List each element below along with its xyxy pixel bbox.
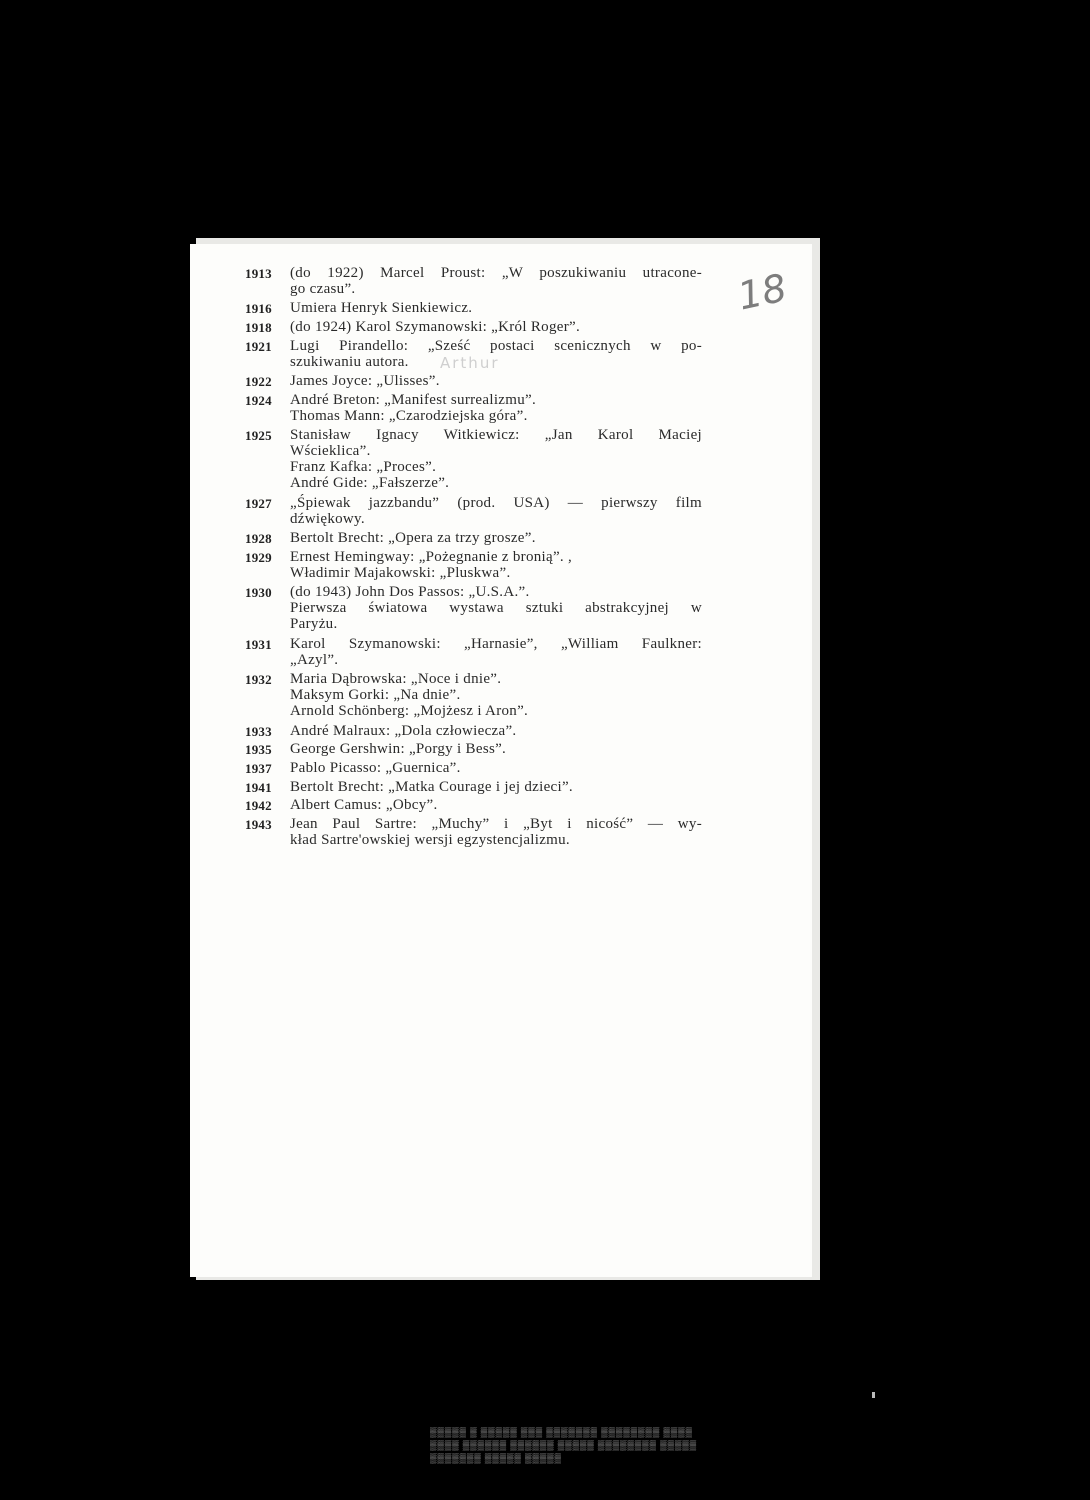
entry-line: (do 1922) Marcel Proust: „W poszukiwaniu utracone- [290,265,702,281]
entry-line: James Joyce: „Ulisses”. [290,372,440,389]
entry-text [290,300,702,316]
entry-text [290,741,702,757]
entry-year: 1935 [245,742,272,758]
entry-line: Bertolt Brecht: „Opera za trzy grosze”. [290,530,536,547]
entry-text [290,427,702,491]
entry-line: Jean Paul Sartre: „Muchy” i „Byt i nicość” — wy- [290,816,702,833]
entry-text [290,319,702,335]
entry-text [290,760,702,776]
entry-year: 1921 [245,338,272,354]
entry-line: „Śpiewak jazzbandu” (prod. USA) — pierwszy film [290,494,702,511]
entry-line: Władimir Majakowski: „Pluskwa”. [290,564,511,581]
entry-line: Wścieklica”. [290,442,371,459]
entry-year: 1941 [245,779,272,795]
entry-year: 1930 [245,585,272,600]
entry-year: 1942 [245,798,272,814]
entry-year: 1922 [245,373,272,389]
handwritten-page-number: 18 [733,265,791,319]
entry-year: 1916 [245,301,272,317]
entry-year: 1943 [245,817,272,833]
entry-line: Umiera Henryk Sienkiewicz. [290,300,473,317]
entry-line: André Gide: „Fałszerze”. [290,474,450,491]
entry-line: Stanisław Ignacy Witkiewicz: „Jan Karol Maciej [290,426,702,443]
entry-year: 1931 [245,636,272,652]
entry-line: Arnold Schönberg: „Mojżesz i Aron”. [290,702,529,719]
entry-text [290,636,702,668]
entry-line: (do 1924) Karol Szymanowski: „Król Roger”. [290,318,581,335]
entry-line: Maria Dąbrowska: „Noce i dnie”. [290,670,502,687]
entry-text [290,495,702,527]
entry-line: George Gershwin: „Porgy i Bess”. [290,741,507,758]
entry-line: (do 1943) John Dos Passos: „U.S.A.”. [290,584,530,600]
entry-line: Ernest Hemingway: „Pożegnanie z bronią”. , [290,548,573,565]
entry-line: Franz Kafka: „Proces”. [290,458,437,475]
entry-line: Pablo Picasso: „Guernica”. [290,760,461,776]
entry-text [290,373,702,389]
handwritten-pencil-note: Arthur [440,354,500,372]
faded-bleedthrough-text: ▒▒▒▒▒ ▒ ▒▒▒▒▒ ▒▒▒ ▒▒▒▒▒▒▒ ▒▒▒▒▒▒▒▒ ▒▒▒▒ ▒▒▒▒ ▒▒▒▒▒▒ ▒▒▒▒▒▒ ▒▒▒▒▒ ▒▒▒▒▒▒▒▒ ▒▒▒▒▒ ▒▒▒▒▒▒▒ ▒▒▒▒▒ ▒▒▒▒▒ [430,1427,698,1463]
entry-year: 1937 [245,761,272,776]
entry-line: szukiwaniu autora. [290,353,409,370]
entry-line: Thomas Mann: „Czarodziejska góra”. [290,407,528,424]
entry-year: 1913 [245,266,272,281]
entry-line: kład Sartre'owskiej wersji egzystencjalizmu. [290,832,570,849]
entry-year: 1933 [245,723,272,739]
entry-year: 1927 [245,495,272,511]
entry-line: go czasu”. [290,281,356,297]
entry-line: Bertolt Brecht: „Matka Courage i jej dzieci”. [290,778,573,795]
entry-year: 1929 [245,549,272,565]
entry-line: André Malraux: „Dola człowiecza”. [290,722,517,739]
entry-text [290,797,702,813]
entry-year: 1928 [245,531,272,547]
entry-line: „Azyl”. [290,651,339,668]
entry-line: Albert Camus: „Obcy”. [290,797,438,814]
entry-text [290,671,702,719]
entry-line: Lugi Pirandello: „Sześć postaci scenicznych w po- [290,337,702,354]
entry-text [290,392,702,424]
entry-text [290,265,702,297]
entry-text [290,779,702,795]
entry-year: 1924 [245,392,272,408]
entry-text [290,530,702,546]
entry-text [290,549,702,581]
entry-line: Pierwsza światowa wystawa sztuki abstrakcyjnej w [290,600,702,616]
entry-line: dźwiękowy. [290,510,365,527]
entry-year: 1932 [245,671,272,687]
entry-line: Karol Szymanowski: „Harnasie”, „William Faulkner: [290,635,702,652]
entry-text [290,584,702,632]
entry-year: 1925 [245,427,272,443]
entry-line: André Breton: „Manifest surrealizmu”. [290,391,537,408]
entry-line: Maksym Gorki: „Na dnie”. [290,686,461,703]
entry-line: Paryżu. [290,616,338,632]
entry-text [290,723,702,739]
dust-speck [872,1392,875,1398]
entry-text [290,816,702,848]
entry-year: 1918 [245,319,272,335]
document-page [190,244,812,1463]
